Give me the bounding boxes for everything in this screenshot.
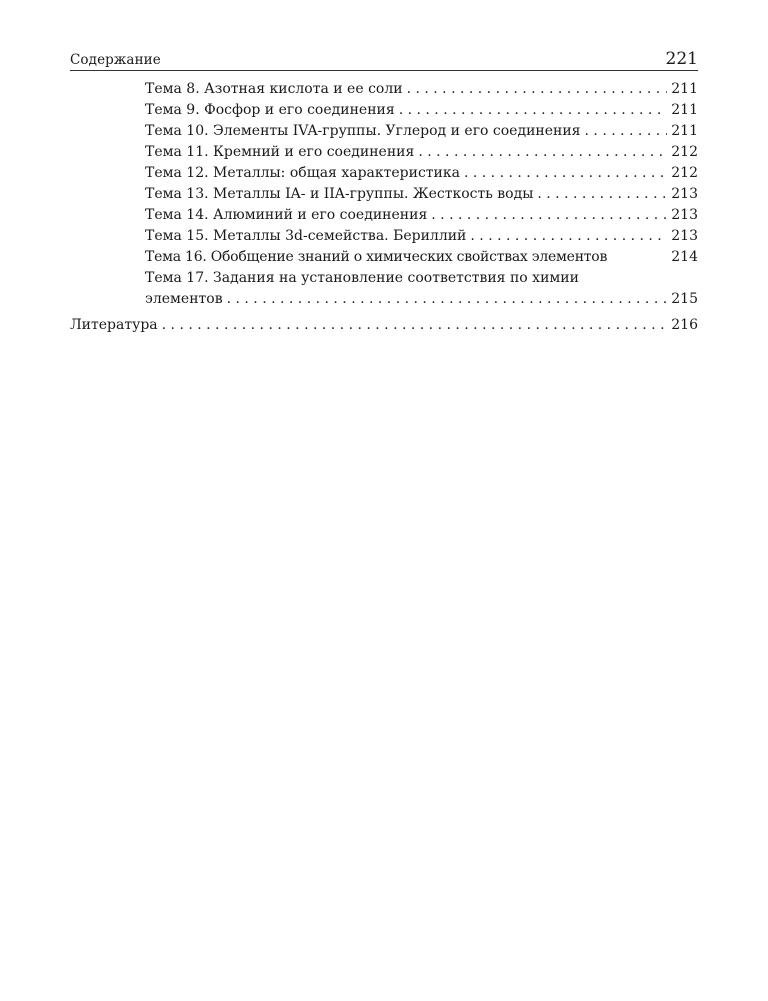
dot-leader bbox=[585, 121, 668, 142]
toc-entry-label: Тема 14. Алюминий и его соединения bbox=[145, 207, 428, 223]
toc-entry-line-1 bbox=[145, 268, 698, 289]
toc-entry-page: 216 bbox=[671, 317, 698, 333]
dot-leader bbox=[537, 184, 667, 205]
toc-entry-page: 211 bbox=[671, 102, 698, 118]
toc-entry-page: 213 bbox=[671, 186, 698, 202]
table-of-contents bbox=[70, 79, 698, 336]
toc-entry-page: 213 bbox=[671, 207, 698, 223]
toc-entry-label: Тема 8. Азотная кислота и ее соли bbox=[145, 81, 403, 97]
running-title: Содержание bbox=[70, 52, 161, 68]
toc-entry-page: 215 bbox=[671, 291, 698, 307]
toc-entry-topic-13[interactable] bbox=[70, 184, 698, 205]
toc-entry-label: Тема 9. Фосфор и его соединения bbox=[145, 102, 395, 118]
toc-entry-page: 212 bbox=[671, 144, 698, 160]
toc-entry-topic-11[interactable] bbox=[70, 142, 698, 163]
toc-entry-topic-16[interactable] bbox=[70, 247, 698, 268]
toc-entry-label: Тема 12. Металлы: общая характеристика bbox=[145, 165, 460, 181]
dot-leader bbox=[407, 79, 668, 100]
toc-entry-label: Тема 13. Металлы IA- и IIA-группы. Жесткость воды bbox=[145, 186, 534, 202]
toc-entry-label: Тема 11. Кремний и его соединения bbox=[145, 144, 415, 160]
toc-entry-label: Тема 10. Элементы IVA-группы. Углерод и его соединения bbox=[145, 123, 581, 139]
dot-leader bbox=[464, 163, 667, 184]
toc-entry-page: 214 bbox=[671, 249, 698, 265]
toc-entry-page: 212 bbox=[671, 165, 698, 181]
toc-entry-topic-17[interactable] bbox=[70, 268, 698, 310]
toc-entry-label: Тема 15. Металлы 3d-семейства. Бериллий bbox=[145, 228, 467, 244]
toc-entry-topic-8[interactable] bbox=[70, 79, 698, 100]
toc-entry-topic-15[interactable] bbox=[70, 226, 698, 247]
toc-entry-topic-10[interactable] bbox=[70, 121, 698, 142]
dot-leader bbox=[227, 289, 668, 310]
dot-leader bbox=[470, 226, 667, 247]
dot-leader bbox=[162, 315, 668, 336]
toc-entry-page: 211 bbox=[671, 81, 698, 97]
running-header bbox=[70, 46, 698, 71]
toc-entry-literature[interactable] bbox=[70, 315, 698, 336]
dot-leader bbox=[418, 142, 667, 163]
toc-entry-label: Литература bbox=[70, 317, 158, 333]
page-number: 221 bbox=[665, 49, 698, 69]
toc-entry-line-2 bbox=[145, 289, 698, 310]
dot-leader bbox=[431, 205, 667, 226]
toc-entry-page: 211 bbox=[671, 123, 698, 139]
toc-entry-page: 213 bbox=[671, 228, 698, 244]
toc-entry-topic-14[interactable] bbox=[70, 205, 698, 226]
toc-entry-label: Тема 16. Обобщение знаний о химических свойствах элементов bbox=[145, 249, 608, 265]
page bbox=[70, 46, 698, 336]
dot-leader bbox=[399, 100, 668, 121]
toc-entry-topic-9[interactable] bbox=[70, 100, 698, 121]
toc-entry-label-line-2: элементов bbox=[145, 291, 223, 307]
toc-entry-topic-12[interactable] bbox=[70, 163, 698, 184]
toc-entry-label-line-1: Тема 17. Задания на установление соответствия по химии bbox=[145, 270, 579, 286]
